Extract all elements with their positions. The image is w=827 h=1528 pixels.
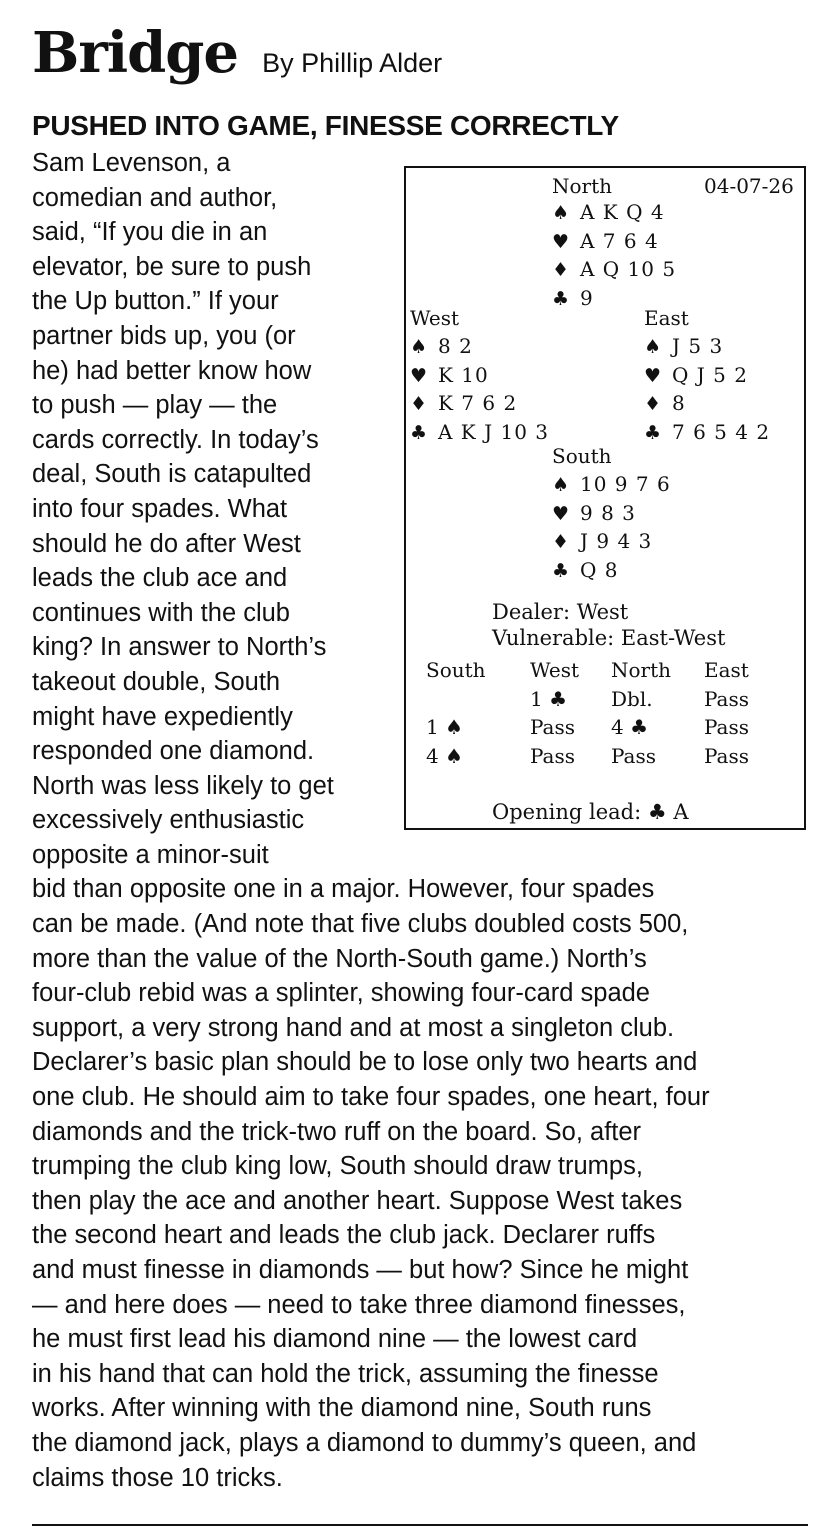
article-line: in his hand that can hold the trick, assuming the finesse [32, 1359, 659, 1388]
south-spades-cards: 10 9 7 6 [580, 472, 671, 496]
bottom-rule [32, 1524, 808, 1526]
article-line: takeout double, South [32, 667, 281, 696]
club-icon: ♣ [552, 287, 571, 310]
west-clubs-cards: A K J 10 3 [438, 419, 550, 444]
article-line: North was less likely to get [32, 771, 334, 800]
bid: Pass [530, 715, 576, 739]
article-line: one club. He should aim to take four spades, one heart, four [32, 1083, 710, 1112]
article-line: the second heart and leads the club jack. Declarer ruffs [32, 1221, 656, 1250]
headline: PUSHED INTO GAME, FINESSE CORRECTLY [32, 110, 619, 141]
article-line: diamonds and the trick-two ruff on the board. So, after [32, 1117, 642, 1146]
article-line: and must finesse in diamonds — but how? Since he might [32, 1256, 689, 1284]
auction-header-south: South [426, 658, 486, 682]
article-line: elevator, be sure to push [32, 252, 312, 281]
vulnerability: Vulnerable: East-West [492, 626, 726, 650]
article-line: partner bids up, you (or [32, 321, 296, 350]
deal-date: 04-07-26 [704, 174, 794, 198]
bid: 1 ♣ [530, 686, 568, 711]
south-label: South [552, 444, 612, 468]
article-line: can be made. (And note that five clubs doubled costs 500, [32, 910, 689, 939]
article-line: into four spades. What [32, 494, 288, 523]
diamond-icon: ♦ [410, 393, 429, 415]
article-line: Sam Levenson, a [32, 149, 231, 177]
article-line: cards correctly. In today’s [32, 425, 319, 454]
dealer: Dealer: West [492, 600, 629, 624]
bid: Pass [704, 715, 750, 739]
article-line: excessively enthusiastic [32, 806, 305, 835]
spade-icon: ♠ [552, 202, 571, 224]
article-line: said, “If you die in an [32, 218, 268, 247]
article-line: more than the value of the North-South game.) North’s [32, 944, 647, 973]
article-line: support, a very strong hand and at most a singleton club. [32, 1013, 675, 1042]
article-line: to push — play — the [32, 391, 278, 420]
heart-icon: ♥ [552, 230, 571, 253]
bid: Pass [611, 743, 657, 768]
auction-header-west: West [530, 658, 580, 682]
article-line: the Up button.” If your [32, 287, 279, 316]
bid: Pass [530, 743, 576, 768]
east-hearts-cards: Q J 5 2 [672, 362, 748, 387]
article-line: — and here does — need to take three diamond finesses, [32, 1290, 686, 1319]
heart-icon: ♥ [644, 364, 663, 387]
club-icon: ♣ [552, 559, 571, 582]
east-label: East [644, 306, 689, 330]
north-spades-cards: A K Q 4 [580, 200, 665, 224]
article-line: deal, South is catapulted [32, 460, 312, 489]
north-diamonds-cards: A Q 10 5 [580, 257, 677, 281]
east-clubs-cards: 7 6 5 4 2 [672, 419, 771, 444]
article-line: comedian and author, [32, 183, 278, 212]
south-diamonds-cards: J 9 4 3 [580, 529, 653, 553]
spade-icon: ♠ [552, 474, 571, 496]
article-line: bid than opposite one in a major. However, four spades [32, 875, 655, 904]
article-line: the diamond jack, plays a diamond to dummy’s queen, and [32, 1428, 697, 1457]
bid: Dbl. [611, 686, 653, 711]
article-line: four-club rebid was a splinter, showing four-card spade [32, 979, 650, 1008]
article-line: should he do after West [32, 529, 301, 558]
article-line: opposite a minor-suit [32, 840, 269, 869]
spade-icon: ♠ [410, 336, 429, 358]
article-line: trumping the club king low, South should draw trumps, [32, 1152, 643, 1181]
auction-header-north: North [611, 658, 672, 682]
east-spades-cards: J 5 3 [672, 334, 724, 358]
article-line: works. After winning with the diamond nine, South runs [32, 1394, 652, 1423]
article-line: he must first lead his diamond nine — the lowest card [32, 1325, 638, 1354]
column-logo: Bridge [32, 20, 239, 86]
byline: By Phillip Alder [262, 48, 443, 78]
article-line: responded one diamond. [32, 737, 315, 766]
east-diamonds-cards: 8 [672, 391, 686, 415]
north-hearts-cards: A 7 6 4 [580, 228, 659, 253]
bid: Pass [704, 686, 750, 711]
west-spades-cards: 8 2 [438, 334, 473, 358]
west-label: West [410, 306, 460, 330]
diamond-icon: ♦ [644, 393, 663, 415]
south-clubs-cards: Q 8 [580, 557, 619, 582]
article-line: then play the ace and another heart. Suppose West takes [32, 1186, 683, 1215]
diamond-icon: ♦ [552, 531, 571, 553]
bid: Pass [704, 743, 750, 768]
bid: 4 ♠ [426, 743, 464, 768]
heart-icon: ♥ [552, 502, 571, 525]
article-line: king? In answer to North’s [32, 633, 327, 662]
auction-header-east: East [704, 658, 749, 682]
article-line: Declarer’s basic plan should be to lose only two hearts and [32, 1048, 698, 1077]
masthead [32, 18, 442, 88]
heart-icon: ♥ [410, 364, 429, 387]
article-line: might have expediently [32, 702, 293, 731]
article-line: claims those 10 tricks. [32, 1463, 283, 1492]
spade-icon: ♠ [644, 336, 663, 358]
south-hearts-cards: 9 8 3 [580, 500, 636, 525]
west-hearts-cards: K 10 [438, 362, 489, 387]
north-clubs-cards: 9 [580, 285, 594, 310]
opening-lead: Opening lead: ♣ A [492, 800, 689, 824]
article-line: continues with the club [32, 598, 290, 627]
diamond-icon: ♦ [552, 259, 571, 281]
bid: 1 ♠ [426, 715, 464, 739]
article-body [32, 146, 802, 1495]
club-icon: ♣ [410, 421, 429, 444]
article-line: leads the club ace and [32, 564, 288, 593]
north-label: North [552, 174, 613, 198]
article-line: he) had better know how [32, 356, 312, 385]
west-diamonds-cards: K 7 6 2 [438, 391, 518, 415]
bid: 4 ♣ [611, 715, 649, 739]
club-icon: ♣ [644, 421, 663, 444]
